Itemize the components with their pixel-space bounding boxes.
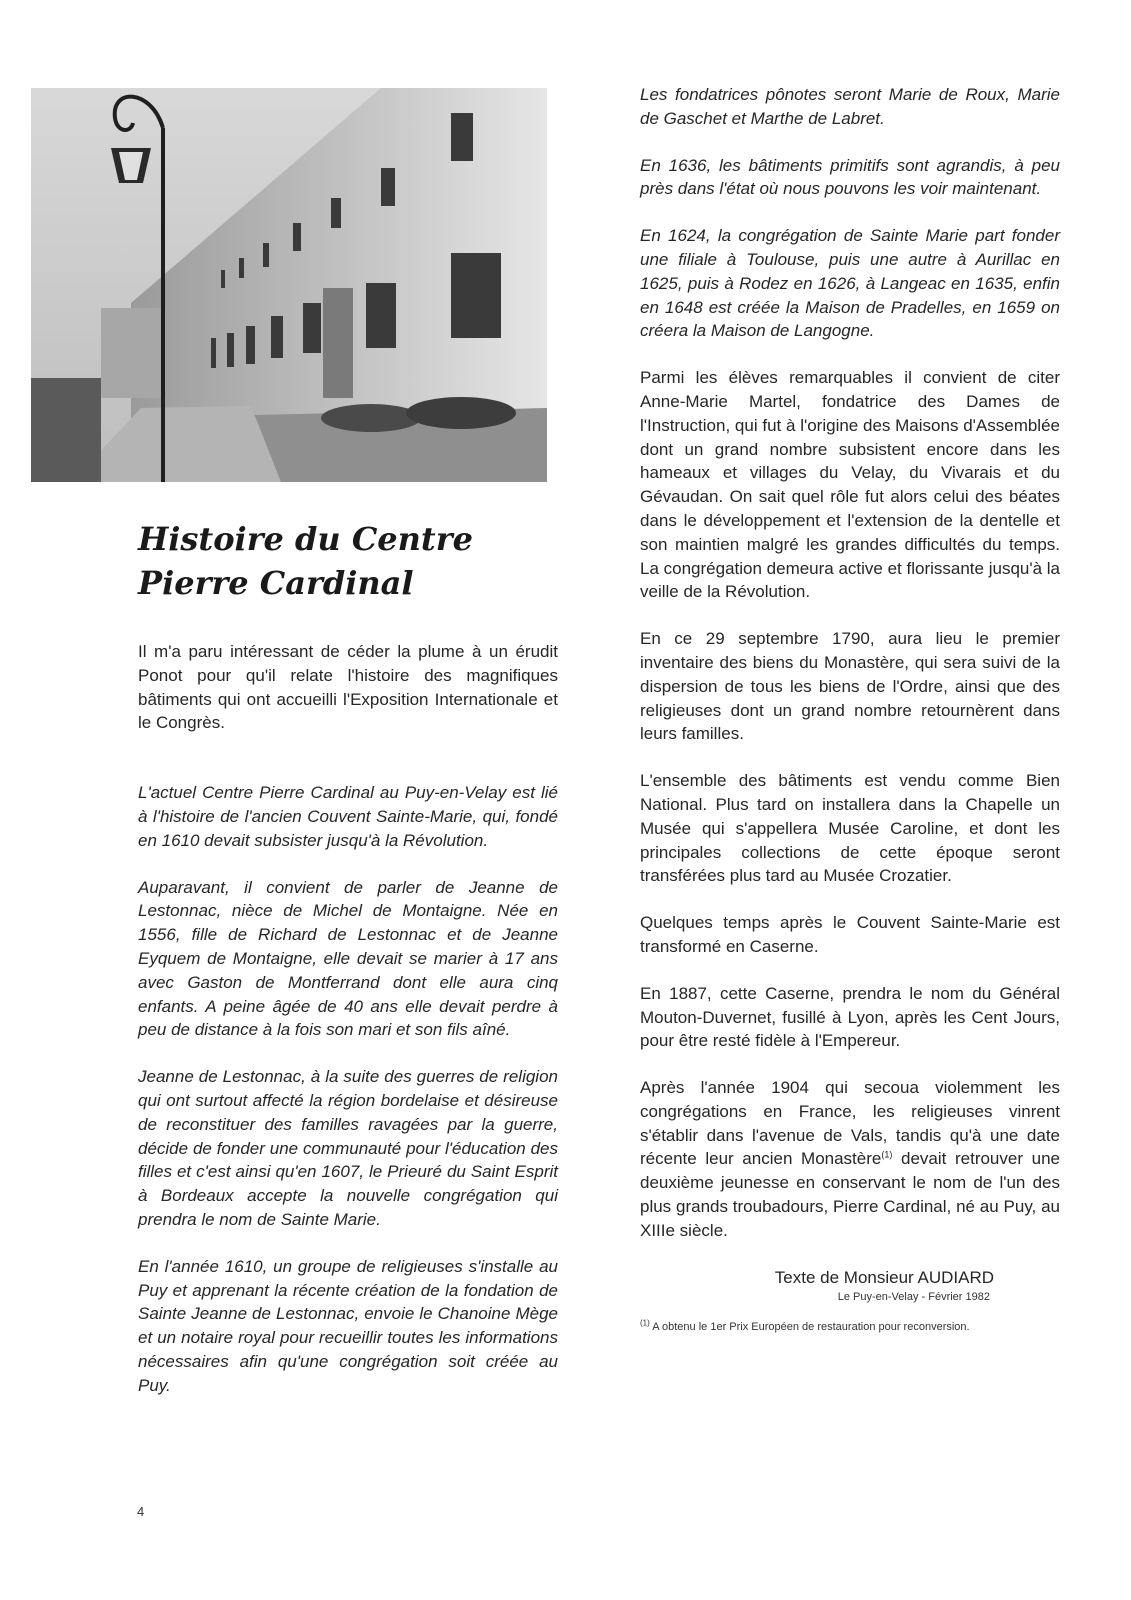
signature xyxy=(640,1267,1060,1305)
footnote-reference: (1) xyxy=(881,1149,893,1160)
right-paragraph: En ce 29 septembre 1790, aura lieu le premier inventaire des biens du Monastère, qui sera suivi de la dispersion de tous les biens de l'Ordre, ainsi que des religieuses dont un grand nombre retournèrent dans leurs familles. xyxy=(640,629,1060,744)
signature-author: Texte de Monsieur AUDIARD xyxy=(774,1267,994,1287)
last-paragraph-before: Après l'année 1904 qui secoua violemment les congrégations en France, les religieuses vinrent s'établir dans l'avenue de Vals, tandis qu'à une date récente leur ancien Monastère xyxy=(640,1078,1060,1169)
left-paragraph: Jeanne de Lestonnac, à la suite des guerres de religion qui ont surtout affecté la région bordelaise et désireuse de reconstituer des familles ravagées par la guerre, décide de fonder une communauté pour l'éducation des filles et c'est ainsi qu'en 1607, le Prieuré du Saint Esprit à Bordeaux accepte la nouvelle congrégation qui prendra le nom de Sainte Marie. xyxy=(138,1067,558,1229)
article-title xyxy=(138,517,558,605)
footnote-marker: (1) xyxy=(640,1318,650,1328)
page-number: 4 xyxy=(137,1504,145,1519)
right-column xyxy=(640,83,1060,1335)
footnote-text: A obtenu le 1er Prix Européen de restauration pour reconversion. xyxy=(649,1320,970,1333)
intro-paragraph: Il m'a paru intéressant de céder la plume à un érudit Ponot pour qu'il relate l'histoire des magnifiques bâtiments qui ont accueilli l'Exposition Internationale et le Congrès. xyxy=(138,642,558,733)
right-paragraph: Quelques temps après le Couvent Sainte-Marie est transformé en Caserne. xyxy=(640,913,1060,956)
left-column xyxy=(138,640,558,1398)
right-italic-paragraph: En 1636, les bâtiments primitifs sont agrandis, à peu près dans l'état où nous pouvons les voir maintenant. xyxy=(640,155,1060,199)
footnote xyxy=(640,1319,1060,1335)
last-paragraph xyxy=(640,1076,1060,1243)
last-paragraph-after: devait retrouver une deuxième jeunesse en conservant le nom de l'un des plus grands troubadours, Pierre Cardinal, né au Puy, au XIIIe siècle. xyxy=(640,1149,1060,1240)
left-paragraph: L'actuel Centre Pierre Cardinal au Puy-en-Velay est lié à l'histoire de l'ancien Couvent Sainte-Marie, qui, fondé en 1610 devait subsister jusqu'à la Révolution. xyxy=(138,783,558,850)
building-photo xyxy=(31,88,547,482)
signature-place-date: Le Puy-en-Velay - Février 1982 xyxy=(837,1290,990,1303)
right-paragraph: En 1887, cette Caserne, prendra le nom du Général Mouton-Duvernet, fusillé à Lyon, après les Cent Jours, pour être resté fidèle à l'Empereur. xyxy=(640,983,1060,1051)
left-paragraph: Auparavant, il convient de parler de Jeanne de Lestonnac, nièce de Michel de Montaigne. Née en 1556, fille de Richard de Lestonnac et de Jeanne Eyquem de Montaigne, elle devait se marier à 17 ans avec Gaston de Montferrand dont elle aura cinq enfants. A peine âgée de 40 ans elle devait perdre à peu de distance à la fois son mari et son fils aîné. xyxy=(138,877,558,1040)
title-line-1: Histoire du Centre xyxy=(138,520,473,558)
left-paragraph: En l'année 1610, un groupe de religieuses s'installe au Puy et apprenant la récente création de la fondation de Sainte Jeanne de Lestonnac, envoie le Chanoine Mège et un notaire royal pour recueillir toutes les informations nécessaires afin qu'une congrégation soit créée au Puy. xyxy=(138,1256,558,1395)
right-italic-paragraph: En 1624, la congrégation de Sainte Marie part fonder une filiale à Toulouse, puis une autre à Aurillac en 1625, puis à Rodez en 1626, à Langeac en 1635, enfin en 1648 est créée la Maison de Pradelles, en 1659 on créera la Maison de Langogne. xyxy=(640,226,1060,341)
right-italic-paragraph: Les fondatrices pônotes seront Marie de Roux, Marie de Gaschet et Marthe de Labret. xyxy=(640,85,1060,128)
right-paragraph: L'ensemble des bâtiments est vendu comme Bien National. Plus tard on installera dans la Chapelle un Musée qui s'appellera Musée Caroline, et dont les principales collections de cette époque seront transférées plus tard au Musée Crozatier. xyxy=(640,771,1060,886)
title-line-2: Pierre Cardinal xyxy=(138,564,414,602)
right-paragraph: Parmi les élèves remarquables il convient de citer Anne-Marie Martel, fondatrice des Dames de l'Instruction, qui fut à l'origine des Maisons d'Assemblée dont un grand nombre subsistent encore dans les hameaux et villages du Velay, du Vivarais et du Gévaudan. On sait quel rôle fut alors celui des béates dans le développement et l'extension de la dentelle et son maintien malgré les grandes difficultés du temps. La congrégation demeura active et florissante jusqu'à la veille de la Révolution. xyxy=(640,368,1061,602)
